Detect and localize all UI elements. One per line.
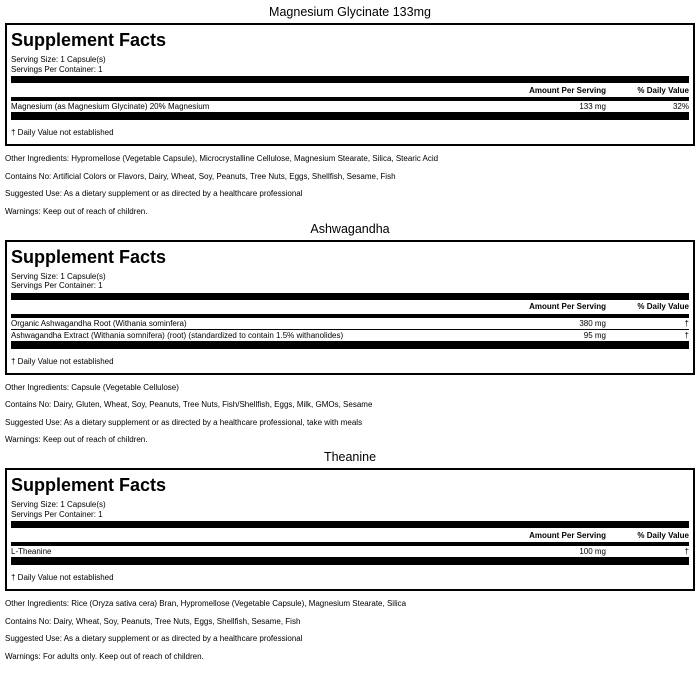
nutrient-row	[11, 101, 689, 113]
dv-header: % Daily Value	[637, 302, 689, 311]
supplement-facts-panel	[5, 23, 695, 146]
warnings: Warnings: Keep out of reach of children.	[5, 206, 148, 216]
dv-header: % Daily Value	[637, 85, 689, 95]
column-header	[11, 300, 689, 318]
supplement-facts-panel	[5, 240, 695, 375]
warnings: Warnings: For adults only. Keep out of reach of children.	[5, 651, 204, 661]
nutrient-row	[11, 546, 689, 558]
nutrient-amount: 95 mg	[583, 330, 606, 340]
product-title: Magnesium Glycinate 133mg	[269, 5, 431, 19]
nutrient-amount: 100 mg	[579, 547, 606, 556]
serving-size: Serving Size: 1 Capsule(s)	[11, 271, 106, 281]
contains-no: Contains No: Dairy, Wheat, Soy, Peanuts, Tree Nuts, Eggs, Shellfish, Sesame, Fish	[5, 616, 301, 626]
contains-no: Contains No: Artificial Colors or Flavors, Dairy, Wheat, Soy, Peanuts, Tree Nuts, Eggs, Shellfish, Sesame, Fish	[5, 171, 396, 181]
divider-bar	[11, 293, 689, 300]
nutrient-name: L-Theanine	[11, 547, 52, 556]
other-ingredients: Other Ingredients: Capsule (Vegetable Cellulose)	[5, 382, 179, 392]
nutrient-row	[11, 318, 689, 330]
amount-header: Amount Per Serving	[529, 85, 606, 95]
column-header	[11, 528, 689, 546]
product-section-ashwagandha	[0, 219, 700, 446]
divider-bar	[11, 521, 689, 528]
product-title: Ashwagandha	[310, 221, 390, 236]
nutrient-name: Ashwagandha Extract (Withania somnifera) (root) (standardized to contain 1.5% withanolides)	[11, 330, 344, 340]
column-header	[11, 83, 689, 101]
nutrient-dv: 32%	[672, 102, 689, 111]
facts-heading: Supplement Facts	[11, 30, 167, 50]
serving-size: Serving Size: 1 Capsule(s)	[11, 500, 106, 509]
serving-size: Serving Size: 1 Capsule(s)	[11, 55, 106, 64]
nutrient-dv: †	[684, 318, 689, 328]
product-title: Theanine	[323, 450, 377, 464]
divider-bar	[11, 558, 689, 565]
suggested-use: Suggested Use: As a dietary supplement or as directed by a healthcare professional	[5, 189, 303, 198]
divider-bar	[11, 342, 689, 349]
suggested-use: Suggested Use: As a dietary supplement or as directed by a healthcare professional, take with meals	[5, 417, 363, 427]
other-ingredients: Other Ingredients: Hypromellose (Vegetable Capsule), Microcrystalline Cellulose, Magnesium Stearate, Silica, Stearic Acid	[5, 154, 439, 163]
nutrient-amount: 133 mg	[579, 102, 606, 111]
facts-heading: Supplement Facts	[11, 475, 167, 495]
warnings: Warnings: Keep out of reach of children.	[5, 435, 148, 444]
servings-per-container: Servings Per Container: 1	[11, 281, 103, 290]
dagger-note: † Daily Value not established	[11, 573, 114, 582]
other-ingredients: Other Ingredients: Rice (Oryza sativa cera) Bran, Hypromellose (Vegetable Capsule), Magnesium Stearate, Silica	[5, 599, 407, 608]
supplement-facts-panel	[5, 468, 695, 591]
facts-heading: Supplement Facts	[11, 246, 167, 267]
nutrient-name: Organic Ashwagandha Root (Withania sominfera)	[11, 318, 187, 328]
nutrient-amount: 380 mg	[579, 318, 606, 328]
divider-bar	[11, 113, 689, 120]
product-section-magnesium	[0, 2, 700, 217]
suggested-use: Suggested Use: As a dietary supplement or as directed by a healthcare professional	[5, 634, 303, 643]
nutrient-dv: †	[684, 547, 689, 556]
nutrient-dv: †	[684, 330, 689, 340]
dagger-note: † Daily Value not established	[11, 356, 114, 366]
amount-header: Amount Per Serving	[529, 302, 606, 311]
amount-header: Amount Per Serving	[529, 530, 606, 540]
dv-header: % Daily Value	[637, 530, 689, 540]
servings-per-container: Servings Per Container: 1	[11, 509, 103, 519]
contains-no: Contains No: Dairy, Gluten, Wheat, Soy, Peanuts, Tree Nuts, Fish/Shellfish, Eggs, Milk, GMOs, Sesame	[5, 400, 373, 409]
divider-bar	[11, 76, 689, 83]
nutrient-row	[11, 330, 689, 342]
nutrient-name: Magnesium (as Magnesium Glycinate) 20% Magnesium	[11, 102, 210, 111]
product-section-theanine	[0, 447, 700, 662]
servings-per-container: Servings Per Container: 1	[11, 64, 103, 74]
dagger-note: † Daily Value not established	[11, 128, 114, 137]
